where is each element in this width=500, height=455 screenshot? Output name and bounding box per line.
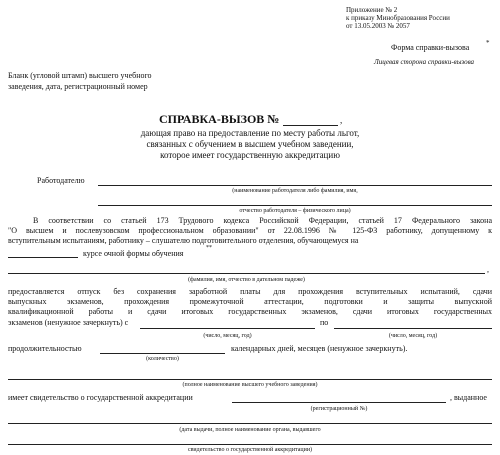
leave-to-date-line [334,328,492,329]
course-text: курсе очной формы обучения [83,249,184,258]
appendix-date: от 13.05.2003 № 2057 [346,22,410,30]
title-subline-1: дающая право на предоставление по месту работы льгот, [140,128,360,138]
employer-field-line1 [98,185,492,186]
employer-caption-2: отчество работодателя – физического лица) [239,208,351,214]
body-line-2: "О высшем и послевузовском профессиональном образовании" от 22.08.1996 № 125-ФЗ работнику, допущенному к [8,226,492,235]
leave-line-2: выпускных экзаменов, прохождения промежуточной аттестации, подготовки и защиты выпускной [8,297,492,306]
stamp-label-line2: заведения, дата, регистрационный номер [8,82,148,91]
to-date-caption: (число, месяц, год) [388,333,438,339]
from-date-caption: (число, месяц, год) [203,333,252,339]
employer-label: Работодателю [37,176,85,185]
certificate-caption: свидетельство о государственной аккредитации) [187,447,313,453]
employer-field-line2 [98,205,492,206]
institution-caption: (полное наименование высшего учебного заведения) [182,382,318,388]
registration-caption: (регистрационный №) [310,406,368,412]
document-title: СПРАВКА-ВЫЗОВ № [159,112,280,126]
body-line-1: В соответствии со статьей 173 Трудового кодекса Российской Федерации, статьей 17 Федерального закона [33,216,492,225]
leave-line-4: экзаменов (ненужное зачеркнуть) с [8,318,129,327]
title-subline-2: связанных с обучением в высшем учебном заведении, [146,139,354,149]
institution-name-line [8,379,492,380]
form-name: Форма справки-вызова [391,43,470,52]
leave-from-date-line [140,328,315,329]
body-line-3: вступительным испытаниям, работнику – слушателю подготовительного отделения, обучающемуся на [8,236,359,245]
side-label: Лицевая сторона справки-вызова [374,58,475,66]
appendix-number: Приложение № 2 [346,6,398,14]
title-comma: , [340,115,343,125]
title-subline-3: которое имеет государственную аккредитацию [160,150,340,160]
leave-to-label: по [320,318,329,327]
stamp-label-line1: Бланк (угловой штамп) высшего учебного [8,71,152,80]
name-comma: , [487,265,489,274]
registration-number-line [232,402,446,403]
certificate-number-line [283,125,338,126]
course-number-line [8,257,78,258]
issue-details-line [8,423,492,424]
accreditation-label: имеет свидетельство о государственной аккредитации [8,393,193,402]
duration-text: календарных дней, месяцев (ненужное зачеркнуть). [231,344,408,353]
leave-line-1: предоставляется отпуск без сохранения заработной платы для прохождения вступительных испытаний, сдачи [8,287,492,296]
appendix-order: к приказу Минобразования России [346,14,450,22]
employee-name-line [8,273,485,274]
course-asterisks: ** [206,245,212,251]
certificate-line [8,444,492,445]
issued-label: , выданное [450,393,487,402]
leave-line-3: квалификационной работы и сдачи итоговых государственных экзаменов, сдачи итоговых государственных [8,307,492,316]
employee-name-caption: (фамилия, имя, отчество в дательном падеже) [188,277,305,283]
employer-caption-1: (наименование работодателя либо фамилия, имя, [232,188,358,194]
duration-label: продолжительностью [8,344,82,353]
duration-quantity-line [100,353,225,354]
form-asterisk: * [486,39,490,47]
quantity-caption: (количество) [146,356,179,362]
issue-details-caption: (дата выдачи, полное наименование органа, выдавшего [179,427,321,433]
